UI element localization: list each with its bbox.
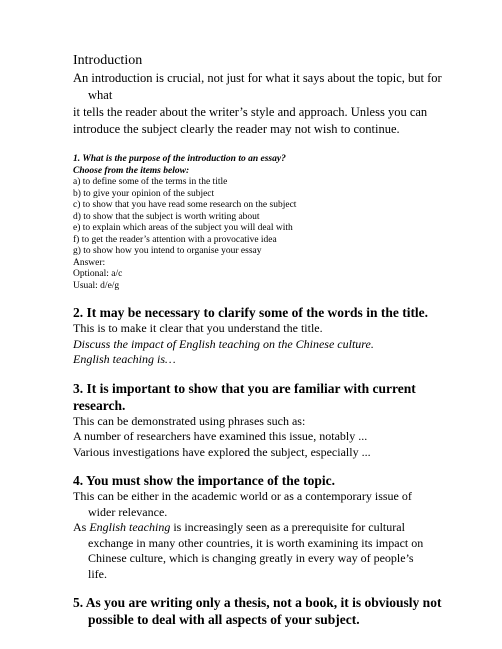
section-3-text: This can be demonstrated using phrases such as: <box>73 413 306 428</box>
section-2-example: Discuss the impact of English teaching on the Chinese culture. <box>73 336 374 351</box>
intro-line: introduce the subject clearly the reader may not wish to continue. <box>73 122 400 136</box>
section-5-heading-line: 5. As you are writing only a thesis, not a book, it is obviously not <box>73 595 442 610</box>
section-4-example-prefix: As <box>73 520 90 534</box>
section-4-example-italic: English teaching <box>89 520 171 534</box>
question-1-block <box>73 154 463 292</box>
option-item: f) to get the reader’s attention with a provocative idea <box>73 234 277 245</box>
section-5 <box>73 594 463 628</box>
section-4-example: exchange in many other countries, it is worth examining its impact on <box>88 535 424 550</box>
section-3 <box>73 380 463 461</box>
question-1-title: 1. What is the purpose of the introduction to an essay? <box>73 154 286 164</box>
answer-optional: Optional: a/c <box>73 269 123 279</box>
section-3-heading: 3. It is important to show that you are familiar with current research. <box>73 380 416 413</box>
section-3-example: A number of researchers have examined this issue, notably ... <box>73 429 368 443</box>
section-4-example <box>73 520 463 536</box>
section-4-text: This can be either in the academic world or as a contemporary issue of <box>73 489 412 503</box>
section-3-example: Various investigations have explored the subject, especially ... <box>73 444 371 459</box>
section-4-example: life. <box>88 566 107 581</box>
option-item: g) to show how you intend to organise your essay <box>73 246 262 256</box>
section-4-text: wider relevance. <box>88 504 168 519</box>
intro-paragraph <box>73 70 463 138</box>
answer-usual: Usual: d/e/g <box>73 280 120 291</box>
section-2-example: English teaching is… <box>73 352 176 366</box>
question-1-options <box>73 177 463 292</box>
option-item: e) to explain which areas of the subject you will deal with <box>73 223 293 233</box>
answer-label: Answer: <box>73 257 106 268</box>
intro-line: what <box>88 88 113 102</box>
option-item: d) to show that the subject is worth writing about <box>73 211 260 222</box>
section-4-example: Chinese culture, which is changing greatly in every way of people’s <box>88 551 414 565</box>
intro-line: it tells the reader about the writer’s style and approach. Unless you can <box>73 105 428 119</box>
section-2-text: This is to make it clear that you understand the title. <box>73 321 323 335</box>
document-title: Introduction <box>73 53 143 68</box>
section-2 <box>73 304 463 368</box>
intro-line: An introduction is crucial, not just for what it says about the topic, but for <box>73 71 442 85</box>
option-item: c) to show that you have read some research on the subject <box>73 200 297 210</box>
section-5-heading <box>73 594 463 628</box>
question-1-instruction: Choose from the items below: <box>73 165 190 176</box>
section-4 <box>73 472 463 582</box>
option-item: b) to give your opinion of the subject <box>73 188 215 199</box>
section-4-example-rest: is increasingly seen as a prerequisite for cultural <box>170 520 405 534</box>
option-item: a) to define some of the terms in the title <box>73 177 228 187</box>
section-5-heading-line: possible to deal with all aspects of your subject. <box>88 612 360 627</box>
document-page <box>73 52 463 628</box>
section-4-heading: 4. You must show the importance of the topic. <box>73 473 335 488</box>
section-2-heading: 2. It may be necessary to clarify some of the words in the title. <box>73 305 429 320</box>
